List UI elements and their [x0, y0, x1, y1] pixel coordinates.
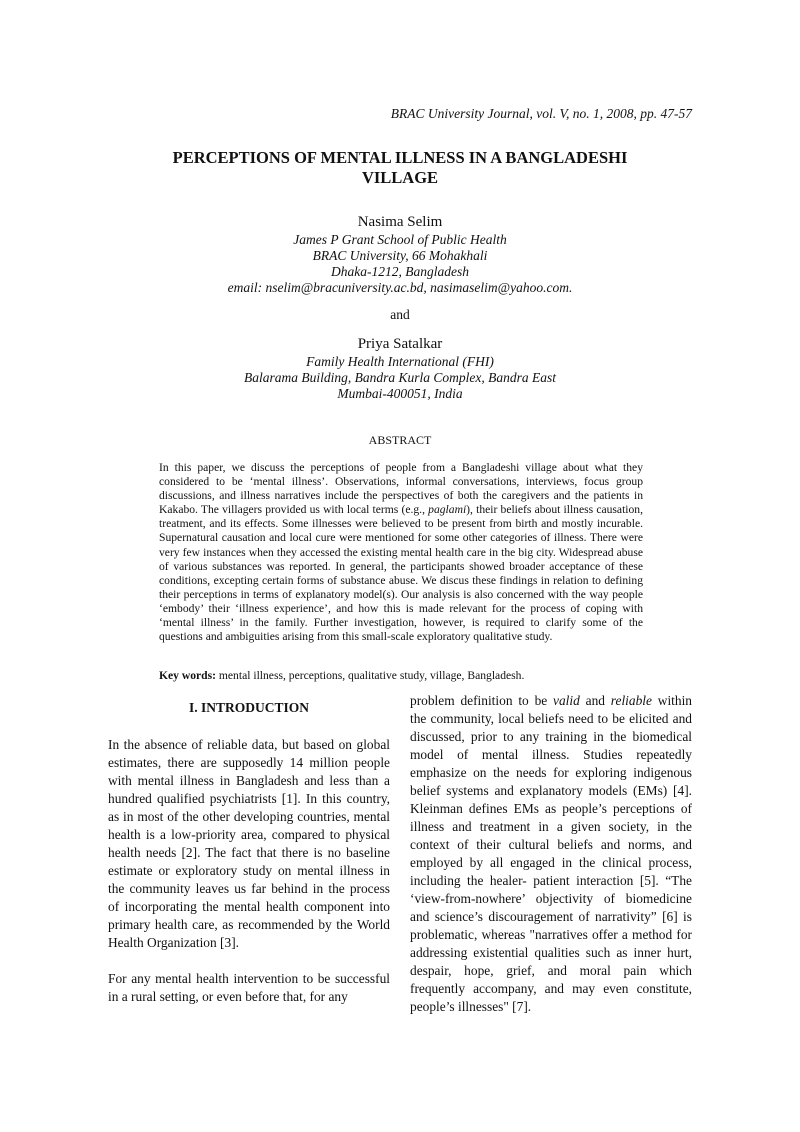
- keywords: [159, 669, 643, 683]
- paragraph-text: within the community, local beliefs need to be elicited and discussed, prior to any training in the biomedical model of mental illness. Studies repeatedly emphasize on the needs for exploring indigenous belief systems and explanatory models (EMs) [4]. Kleinman defines EMs as people’s perceptions of illness and treatment in a given society, in the context of their cultural beliefs and norms, and employed by all engaged in the clinical process, including the healer- patient interaction [5]. “The ‘view-from-nowhere’ objectivity of biomedicine and science’s discouragement of narrativity” [6] is problematic, whereas "narratives offer a method for addressing existential qualities such as inner hurt, despair, hope, grief, and moral pain which frequently accompany, and may even constitute, people’s illnesses" [7].: [410, 693, 692, 1014]
- paragraph: In the absence of reliable data, but based on global estimates, there are supposedly 14 million people with mental illness in Bangladesh and less than a hundred qualified psychiatrists [1]. In this country, as in most of the other developing countries, mental health is a low-priority area, compared to physical health needs [2]. The fact that there is no baseline estimate or exploratory study on mental illness in the community leaves us far behind in the process of incorporating the mental health component into primary health care, as recommended by the World Health Organization [3].: [108, 737, 390, 950]
- right-column: [410, 692, 692, 1016]
- author-affiliation: BRAC University, 66 Mohakhali: [312, 248, 488, 263]
- paragraph-text: and: [579, 693, 611, 708]
- paragraph: For any mental health intervention to be successful in a rural setting, or even before that, for any: [108, 971, 390, 1004]
- paper-title: PERCEPTIONS OF MENTAL ILLNESS IN A BANGLADESHI VILLAGE: [172, 148, 628, 187]
- author-affiliation: Dhaka-1212, Bangladesh: [331, 264, 469, 279]
- abstract-text-part: In this paper, we discuss the perceptions of people from a Bangladeshi village about what they considered to be ‘mental illness’. Observations, informal conversations, interviews, focus group discussions, and illness narratives include the perspectives of both the caregivers and the patients in Kakabo. The villagers provided us with local terms (e.g.,: [159, 461, 643, 517]
- paragraph-text: problem definition to be: [410, 693, 554, 708]
- abstract-text: [159, 461, 643, 644]
- author-block: [150, 212, 650, 402]
- section-heading: I. INTRODUCTION: [188, 700, 310, 715]
- paragraph: [410, 692, 692, 1016]
- and-separator: and: [390, 307, 410, 322]
- left-column: [108, 699, 390, 1006]
- author-affiliation: Balarama Building, Bandra Kurla Complex, Bandra East: [244, 370, 556, 385]
- abstract-heading: ABSTRACT: [368, 433, 432, 447]
- abstract-text-part: ), their beliefs about illness causation, treatment, and its effects. Some illnesses were believed to be present from birth and mostly incurable. Supernatural causation and local cure were mentioned for some other categories of illness. There were very few instances when they accessed the existing mental health care in the big city. Widespread abuse of various substances was reported. In general, the participants showed broader acceptance of these conditions, excepting certain forms of substance abuse. We discus these findings in relation to defining their perceptions in terms of explanatory model(s). Our analysis is also concerned with the way people ‘embody’ their ‘illness experience’, and how this is made relevant for the process of coping with ‘mental illness’ in the family. Further investigation, however, is required to clarify some of the questions and ambiguities arising from this small-scale exploratory qualitative study.: [159, 503, 644, 644]
- author-affiliation: Family Health International (FHI): [306, 354, 494, 369]
- emphasis-reliable: reliable: [610, 693, 652, 708]
- keywords-list: mental illness, perceptions, qualitative study, village, Bangladesh.: [216, 669, 525, 682]
- abstract-local-term: paglami: [428, 503, 467, 517]
- author-affiliation: Mumbai-400051, India: [337, 386, 463, 401]
- emphasis-valid: valid: [553, 693, 580, 708]
- keywords-label: Key words:: [159, 669, 216, 682]
- author-name: Nasima Selim: [357, 214, 443, 230]
- author-name: Priya Satalkar: [357, 336, 443, 352]
- journal-citation: BRAC University Journal, vol. V, no. 1, 2008, pp. 47-57: [390, 106, 692, 121]
- author-affiliation: James P Grant School of Public Health: [293, 232, 507, 247]
- author-email: email: nselim@bracuniversity.ac.bd, nasimaselim@yahoo.com.: [227, 280, 573, 295]
